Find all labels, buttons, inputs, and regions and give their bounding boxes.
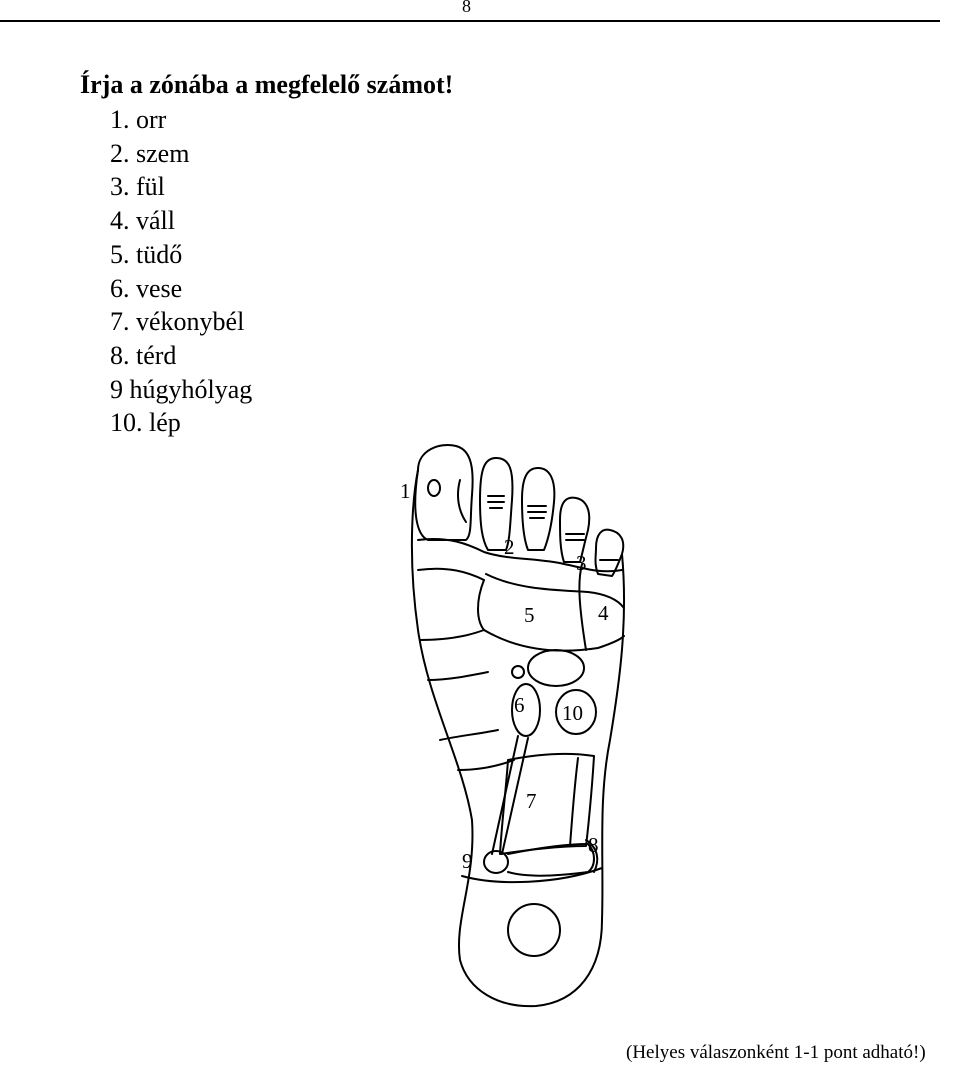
zone-label-6: 6 bbox=[514, 693, 525, 717]
zone-label-9: 9 bbox=[462, 849, 473, 873]
nose-zone-oval bbox=[428, 480, 440, 496]
zone-oval-upper bbox=[528, 650, 584, 686]
zone-label-1: 1 bbox=[400, 479, 411, 503]
organ-list-item: 2. szem bbox=[110, 138, 190, 168]
little-toe bbox=[596, 530, 624, 576]
zone-label-3: 3 bbox=[576, 551, 587, 575]
zone-label-7: 7 bbox=[526, 789, 537, 813]
zone-label-4: 4 bbox=[598, 601, 609, 625]
organ-list-item: 8. térd bbox=[110, 340, 177, 370]
organ-list-item: 1. orr bbox=[110, 105, 167, 134]
organ-list-item: 3. fül bbox=[110, 172, 165, 202]
zone-label-8: 8 bbox=[588, 833, 599, 857]
instruction-heading: Írja a zónába a megfelelő számot! bbox=[80, 70, 454, 99]
organ-list-item: 7. vékonybél bbox=[110, 307, 245, 337]
third-toe bbox=[522, 468, 554, 550]
heel-circle bbox=[508, 904, 560, 956]
foot-reflexology-diagram bbox=[388, 440, 648, 1010]
organ-list-item: 5. tüdő bbox=[110, 239, 183, 269]
bladder-zone-oval bbox=[484, 851, 508, 873]
organ-list-item: 4. váll bbox=[110, 206, 175, 236]
zone-label-2: 2 bbox=[504, 535, 515, 559]
big-toe bbox=[415, 445, 472, 540]
organ-list-item: 10. lép bbox=[110, 408, 181, 438]
organ-list bbox=[110, 103, 252, 440]
zone-label-10: 10 bbox=[562, 701, 583, 725]
header-rule bbox=[0, 20, 940, 22]
footer-note: (Helyes válaszonként 1-1 pont adható!) bbox=[626, 1042, 926, 1063]
organ-list-item: 6. vese bbox=[110, 273, 183, 303]
zone-label-5: 5 bbox=[524, 603, 535, 627]
organ-list-item: 9 húgyhólyag bbox=[110, 374, 253, 404]
page-number: 8 bbox=[462, 0, 471, 16]
